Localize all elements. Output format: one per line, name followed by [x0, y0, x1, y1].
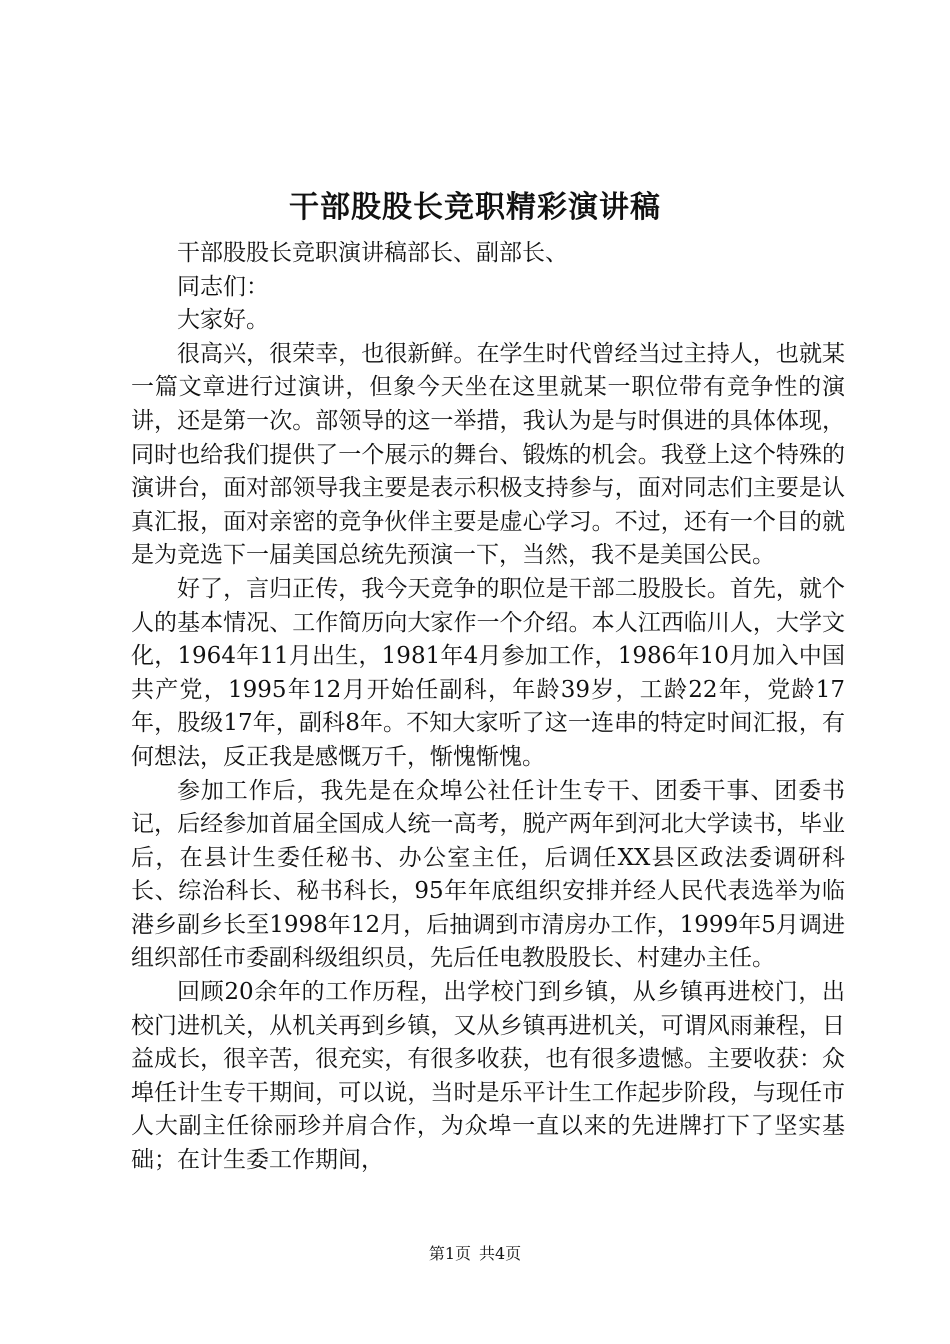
page-footer [0, 1243, 950, 1265]
paragraph-greeting: 大家好。 [177, 307, 269, 334]
document-title: 干部股股长竞职精彩演讲稿 [289, 190, 661, 225]
paragraph-heading-line: 干部股股长竞职演讲稿部长、副部长、 [177, 240, 568, 266]
paragraph-introduction: 好了，言归正传，我今天竞争的职位是干部二股股长。首先，就个人的基本情况、工作简历向大家作一个介绍。本人江西临川人，大学文化，1964年11月出生，1981年4月参加工作，1986年10月加入中国共产党，1995年12月开始任副科，年龄39岁，工龄22年，党龄17年，股级17年，副科8年。不知大家听了这一连串的特定时间汇报，有何想法，反正我是感慨万千，惭愧惭愧。 [131, 575, 845, 770]
document-body [131, 237, 845, 1178]
page-number: 第1页 [428, 1244, 471, 1263]
paragraph-salutation: 同志们： [177, 273, 269, 300]
paragraph-review: 回顾20余年的工作历程，出学校门到乡镇，从乡镇再进校门，出校门进机关，从机关再到乡镇，又从乡镇再进机关，可谓风雨兼程，日益成长，很辛苦，很充实，有很多收获，也有很多遗憾。主要收获：众埠任计生专干期间，可以说，当时是乐平计生工作起步阶段，与现任市人大副主任徐丽珍并肩合作，为众埠一直以来的先进牌打下了坚实基础；在计生委工作期间， [131, 979, 845, 1174]
page-total: 共4页 [479, 1244, 522, 1263]
paragraph-opening: 很高兴，很荣幸，也很新鲜。在学生时代曾经当过主持人，也就某一篇文章进行过演讲，但象今天坐在这里就某一职位带有竞争性的演讲，还是第一次。部领导的这一举措，我认为是与时俱进的具体体现，同时也给我们提供了一个展示的舞台、锻炼的机会。我登上这个特殊的演讲台，面对部领导我主要是表示积极支持参与，面对同志们主要是认真汇报，面对亲密的竞争伙伴主要是虚心学习。不过，还有一个目的就是为竞选下一届美国总统先预演一下，当然，我不是美国公民。 [131, 340, 845, 569]
paragraph-work-history: 参加工作后，我先是在众埠公社任计生专干、团委干事、团委书记，后经参加首届全国成人统一高考，脱产两年到河北大学读书，毕业后，在县计生委任秘书、办公室主任，后调任XX县区政法委调研科长、综治科长、秘书科长，95年年底组织安排并经人民代表选举为临港乡副乡长至1998年12月，后抽调到市清房办工作，1999年5月调进组织部任市委副科级组织员，先后任电教股股长、村建办主任。 [131, 777, 845, 972]
